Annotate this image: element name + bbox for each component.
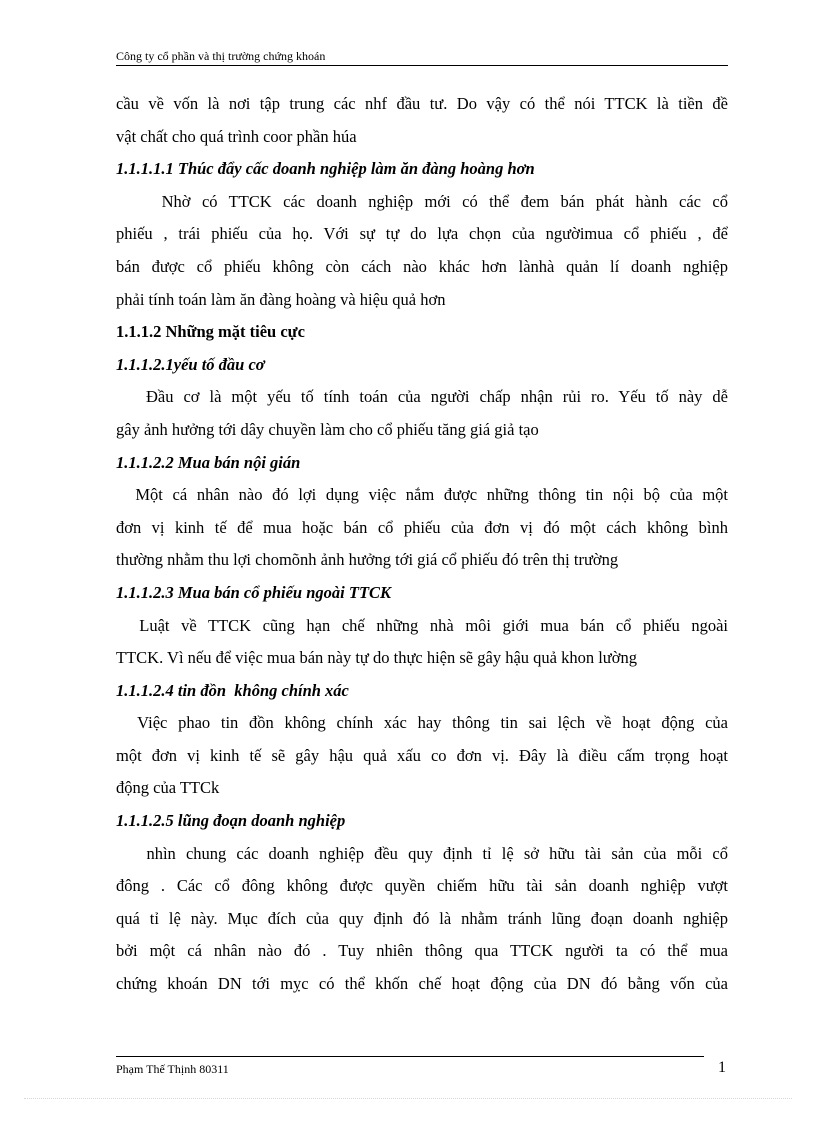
- text-line: Một cá nhân nào đó lợi dụng việc nắm được những thông tin nội bộ của một: [116, 485, 728, 505]
- paragraph: [116, 838, 728, 1001]
- paragraph: [116, 381, 728, 446]
- document-body: [116, 88, 728, 1001]
- text-line: đơn vị kinh tế để mua hoặc bán cổ phiếu của đơn vị đó một cách không bình: [116, 517, 728, 537]
- text-line: thường nhằm thu lợi chomõnh ảnh hưởng tới giá cổ phiếu đó trên thị trường: [116, 550, 619, 570]
- text-line: động của TTCk: [116, 778, 220, 798]
- text-line: vật chất cho quá trình coor phần húa: [116, 126, 357, 146]
- text-line: Đầu cơ là một yếu tố tính toán của người chấp nhận rủi ro. Yếu tố này dễ: [116, 387, 728, 407]
- footer-author: Phạm Thế Thịnh 80311: [116, 1062, 229, 1076]
- text-line: Luật về TTCK cũng hạn chế những nhà môi giới mua bán cổ phiếu ngoài: [116, 615, 728, 635]
- section-heading: 1.1.1.2.4 tin đồn không chính xác: [116, 680, 349, 700]
- footer-divider: [116, 1056, 704, 1057]
- page-number: 1: [718, 1059, 726, 1076]
- text-line: một đơn vị kinh tế sẽ gây hậu quả xấu co đơn vị. Đây là điều cấm trọng hoạt: [116, 745, 728, 765]
- page-bottom-border: [24, 1098, 792, 1099]
- text-line: Việc phao tin đồn không chính xác hay thông tin sai lệch về hoạt động của: [116, 713, 728, 733]
- text-line: phiếu , trái phiếu của họ. Với sự tự do lựa chọn của ngườimua cổ phiếu , để: [116, 224, 728, 244]
- paragraph: [116, 88, 728, 153]
- text-line: gây ảnh hưởng tới dây chuyền làm cho cổ phiếu tăng giá giả tạo: [116, 419, 539, 439]
- section-heading: 1.1.1.2.1yếu tố đầu cơ: [116, 354, 265, 374]
- text-line: Nhờ có TTCK các doanh nghiệp mới có thể đem bán phát hành các cổ: [116, 191, 728, 211]
- paragraph: [116, 707, 728, 805]
- section-heading: 1.1.1.2.2 Mua bán nội gián: [116, 452, 301, 472]
- paragraph: [116, 479, 728, 577]
- text-line: quá tỉ lệ này. Mục đích của quy định đó là nhằm tránh lũng đoạn doanh nghiệp: [116, 908, 728, 928]
- text-line: chứng khoán DN tới mỵc có thể khốn chế hoạt động của DN đó bằng vốn của: [116, 974, 728, 994]
- paragraph: [116, 186, 728, 316]
- text-line: cầu về vốn là nơi tập trung các nhf đầu tư. Do vậy có thể nói TTCK là tiền đề: [116, 94, 728, 113]
- text-line: đông . Các cổ đông không được quyền chiếm hữu tài sản doanh nghiệp vượt: [116, 876, 728, 896]
- section-heading: 1.1.1.2 Những mặt tiêu cực: [116, 322, 305, 342]
- section-heading: 1.1.1.2.3 Mua bán cổ phiếu ngoài TTCK: [116, 582, 392, 602]
- section-heading: 1.1.1.2.5 lũng đoạn doanh nghiệp: [116, 811, 346, 831]
- section-heading: 1.1.1.1.1 Thúc đẩy cấc doanh nghiệp làm ăn đàng hoàng hơn: [116, 159, 535, 179]
- page-header: Công ty cổ phần và thị trường chứng khoán: [116, 48, 728, 66]
- paragraph: [116, 610, 728, 675]
- text-line: TTCK. Vì nếu để việc mua bán này tự do thực hiện sẽ gây hậu quả khon lường: [116, 648, 637, 668]
- text-line: bởi một cá nhân nào đó . Tuy nhiên thông qua TTCK người ta có thể mua: [116, 941, 728, 961]
- text-line: phải tính toán làm ăn đàng hoàng và hiệu quả hơn: [116, 289, 446, 309]
- text-line: bán được cổ phiếu không còn cách nào khác hơn lànhà quản lí doanh nghiệp: [116, 256, 728, 276]
- text-line: nhìn chung các doanh nghiệp đều quy định tỉ lệ sở hữu tài sản của mỗi cổ: [116, 843, 728, 863]
